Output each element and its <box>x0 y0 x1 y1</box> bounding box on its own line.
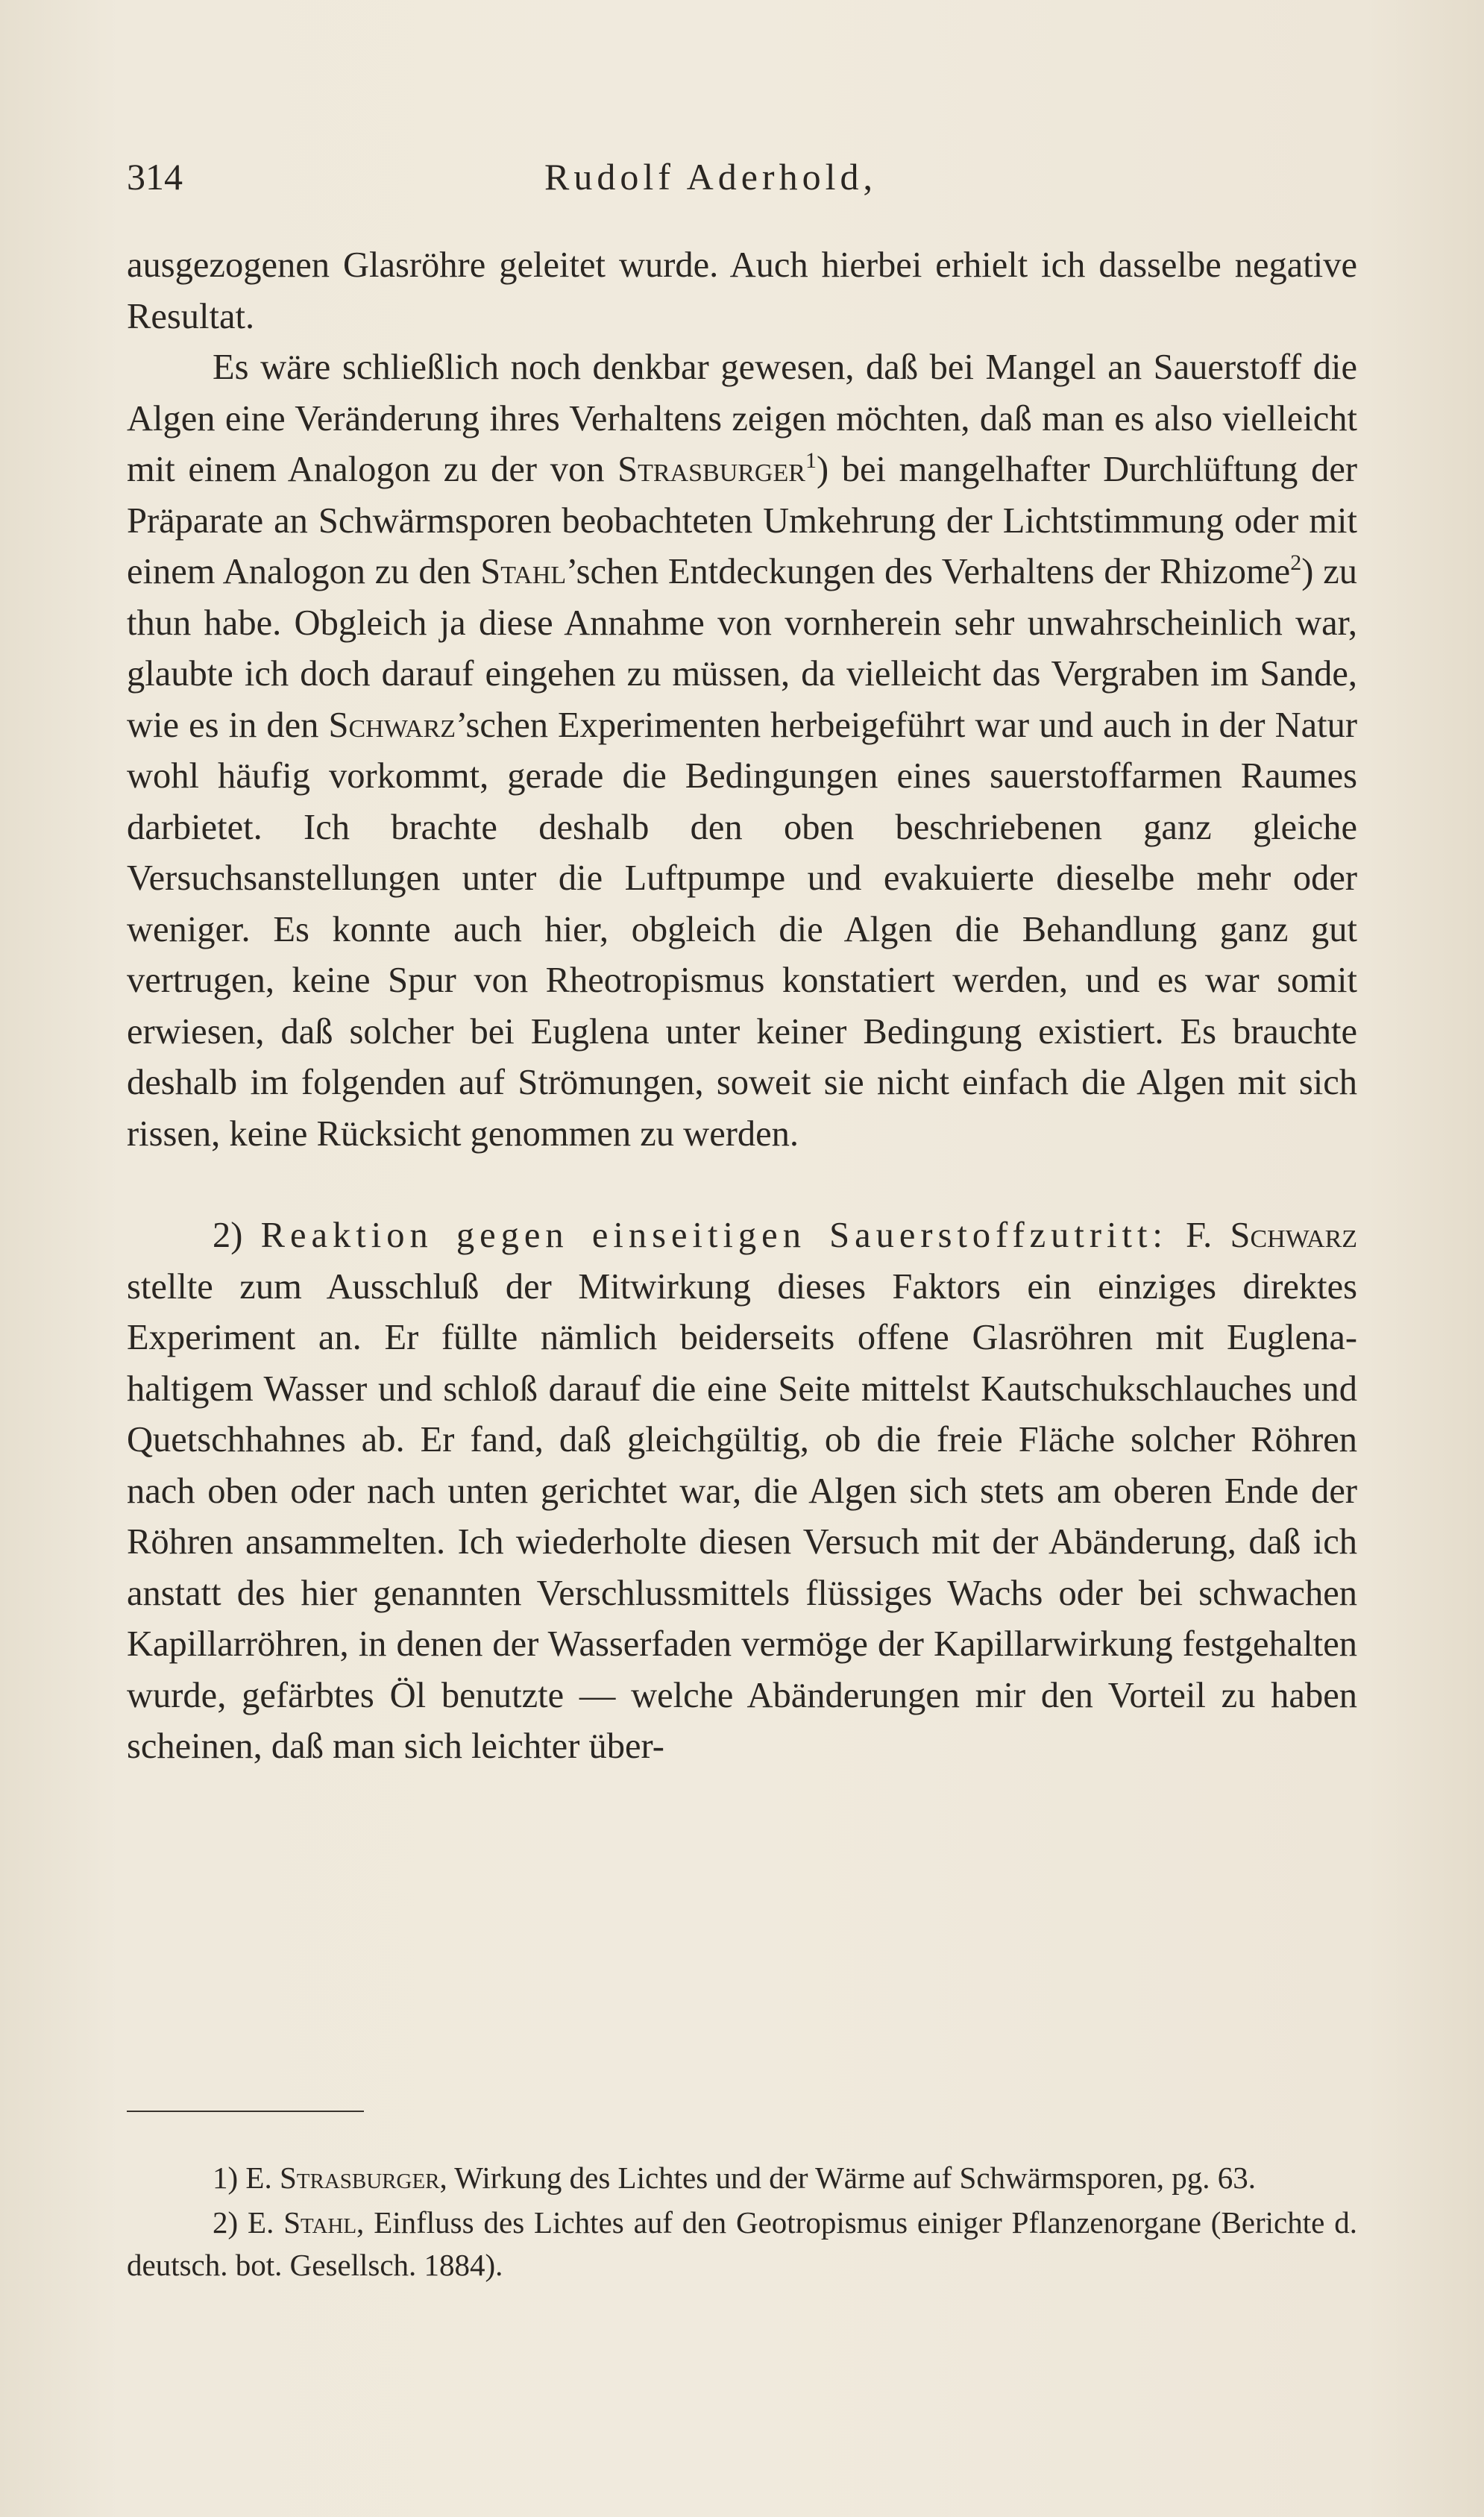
footnote-ref-2[interactable]: 2 <box>1290 550 1302 575</box>
footnote-ref-1[interactable]: 1 <box>805 448 817 473</box>
page-header <box>127 155 1357 209</box>
footnote-2: 2) E. Stahl, Einfluss des Lichtes auf den Geotropismus einiger Pflanzenorgane (Berichte d. deutsch. bot. Gesellsch. 1884). <box>127 2205 1357 2282</box>
paragraph-oxygen-deficit: Es wäre schließlich noch denkbar gewesen, daß bei Mangel an Sauerstoff die Algen eine Veränderung ihres Verhaltens zeigen möchten, daß man es also vielleicht mit einem Analogon zu der von Strasburger$^1$) bei mangelhafter Durchlüftung der Präparate an Schwärmsporen beobachteten Umkehrung der Lichtstimmung oder mit einem Analogon zu den Stahl’schen Entdeckungen des Verhaltens der Rhizome$^2$) zu thun habe. Obgleich ja diese Annahme von vornherein sehr unwahrscheinlich war, glaubte ich doch darauf eingehen zu müssen, da vielleicht das Vergraben im Sande, wie es in den Schwarz’schen Experimenten herbeigeführt war und auch in der Natur wohl häufig vorkommt, gerade die Bedingungen eines sauerstoffarmen Raumes darbietet. Ich brachte deshalb den oben beschriebenen ganz gleiche Versuchsanstellungen unter die Luftpumpe und evakuierte dieselbe mehr oder weniger. Es konnte auch hier, obgleich die Algen die Behandlung ganz gut vertrugen, keine Spur von Rheotropismus konstatiert werden, und es war somit erwiesen, daß solcher bei Euglena unter keiner Bedingung existiert. Es brauchte deshalb im folgenden auf Strömungen, soweit sie nicht einfach die Algen mit sich rissen, keine Rücksicht genommen zu werden. <box>127 348 1358 1154</box>
paragraph-continuation: ausgezogenen Glasröhre geleitet wurde. Auch hierbei erhielt ich dasselbe negative Resultat. <box>127 245 1357 336</box>
author-name-schwarz: Schwarz <box>328 705 456 745</box>
author-name-schwarz-2: Schwarz <box>1230 1216 1358 1255</box>
footnote-1: 1) E. Strasburger, Wirkung des Lichtes und der Wärme auf Schwärmsporen, pg. 63. <box>213 2161 1256 2195</box>
main-text <box>127 240 1357 1773</box>
footnotes <box>127 2157 1357 2289</box>
paragraph-gap <box>127 1160 1357 1210</box>
footnote-author-strasburger: Strasburger <box>279 2161 440 2195</box>
author-name-stahl: Stahl <box>480 552 567 591</box>
page-number: 314 <box>127 156 183 198</box>
footnote-divider <box>127 2111 364 2112</box>
paragraph-oxygen-reaction: 2) Reaktion gegen einseitigen Sauerstoffzutritt: F. Schwarz stellte zum Ausschluß der Mitwirkung dieses Faktors ein einziges direktes Experiment an. Er füllte nämlich beiderseits offene Glasröhren mit Euglena-haltigem Wasser und schloß darauf die eine Seite mittelst Kautschukschlauches und Quetschhahnes ab. Er fand, daß gleichgültig, ob die freie Fläche solcher Röhren nach oben oder nach unten gerichtet war, die Algen sich stets am oberen Ende der Röhren ansammelten. Ich wiederholte diesen Versuch mit der Abänderung, daß ich anstatt des hier genannten Verschlussmittels flüssiges Wachs oder bei schwachen Kapillarröhren, in denen der Wasserfaden vermöge der Kapillarwirkung festgehalten wurde, gefärbtes Öl benutzte — welche Abänderungen mir den Vorteil zu haben scheinen, daß man sich leichter über- <box>127 1216 1358 1766</box>
author-name-strasburger: Strasburger <box>617 450 805 489</box>
section-heading: Reaktion gegen einseitigen Sauerstoffzutritt: <box>260 1216 1168 1255</box>
footnote-author-stahl: Stahl <box>283 2205 357 2240</box>
running-title: Rudolf Aderhold, <box>544 156 877 198</box>
